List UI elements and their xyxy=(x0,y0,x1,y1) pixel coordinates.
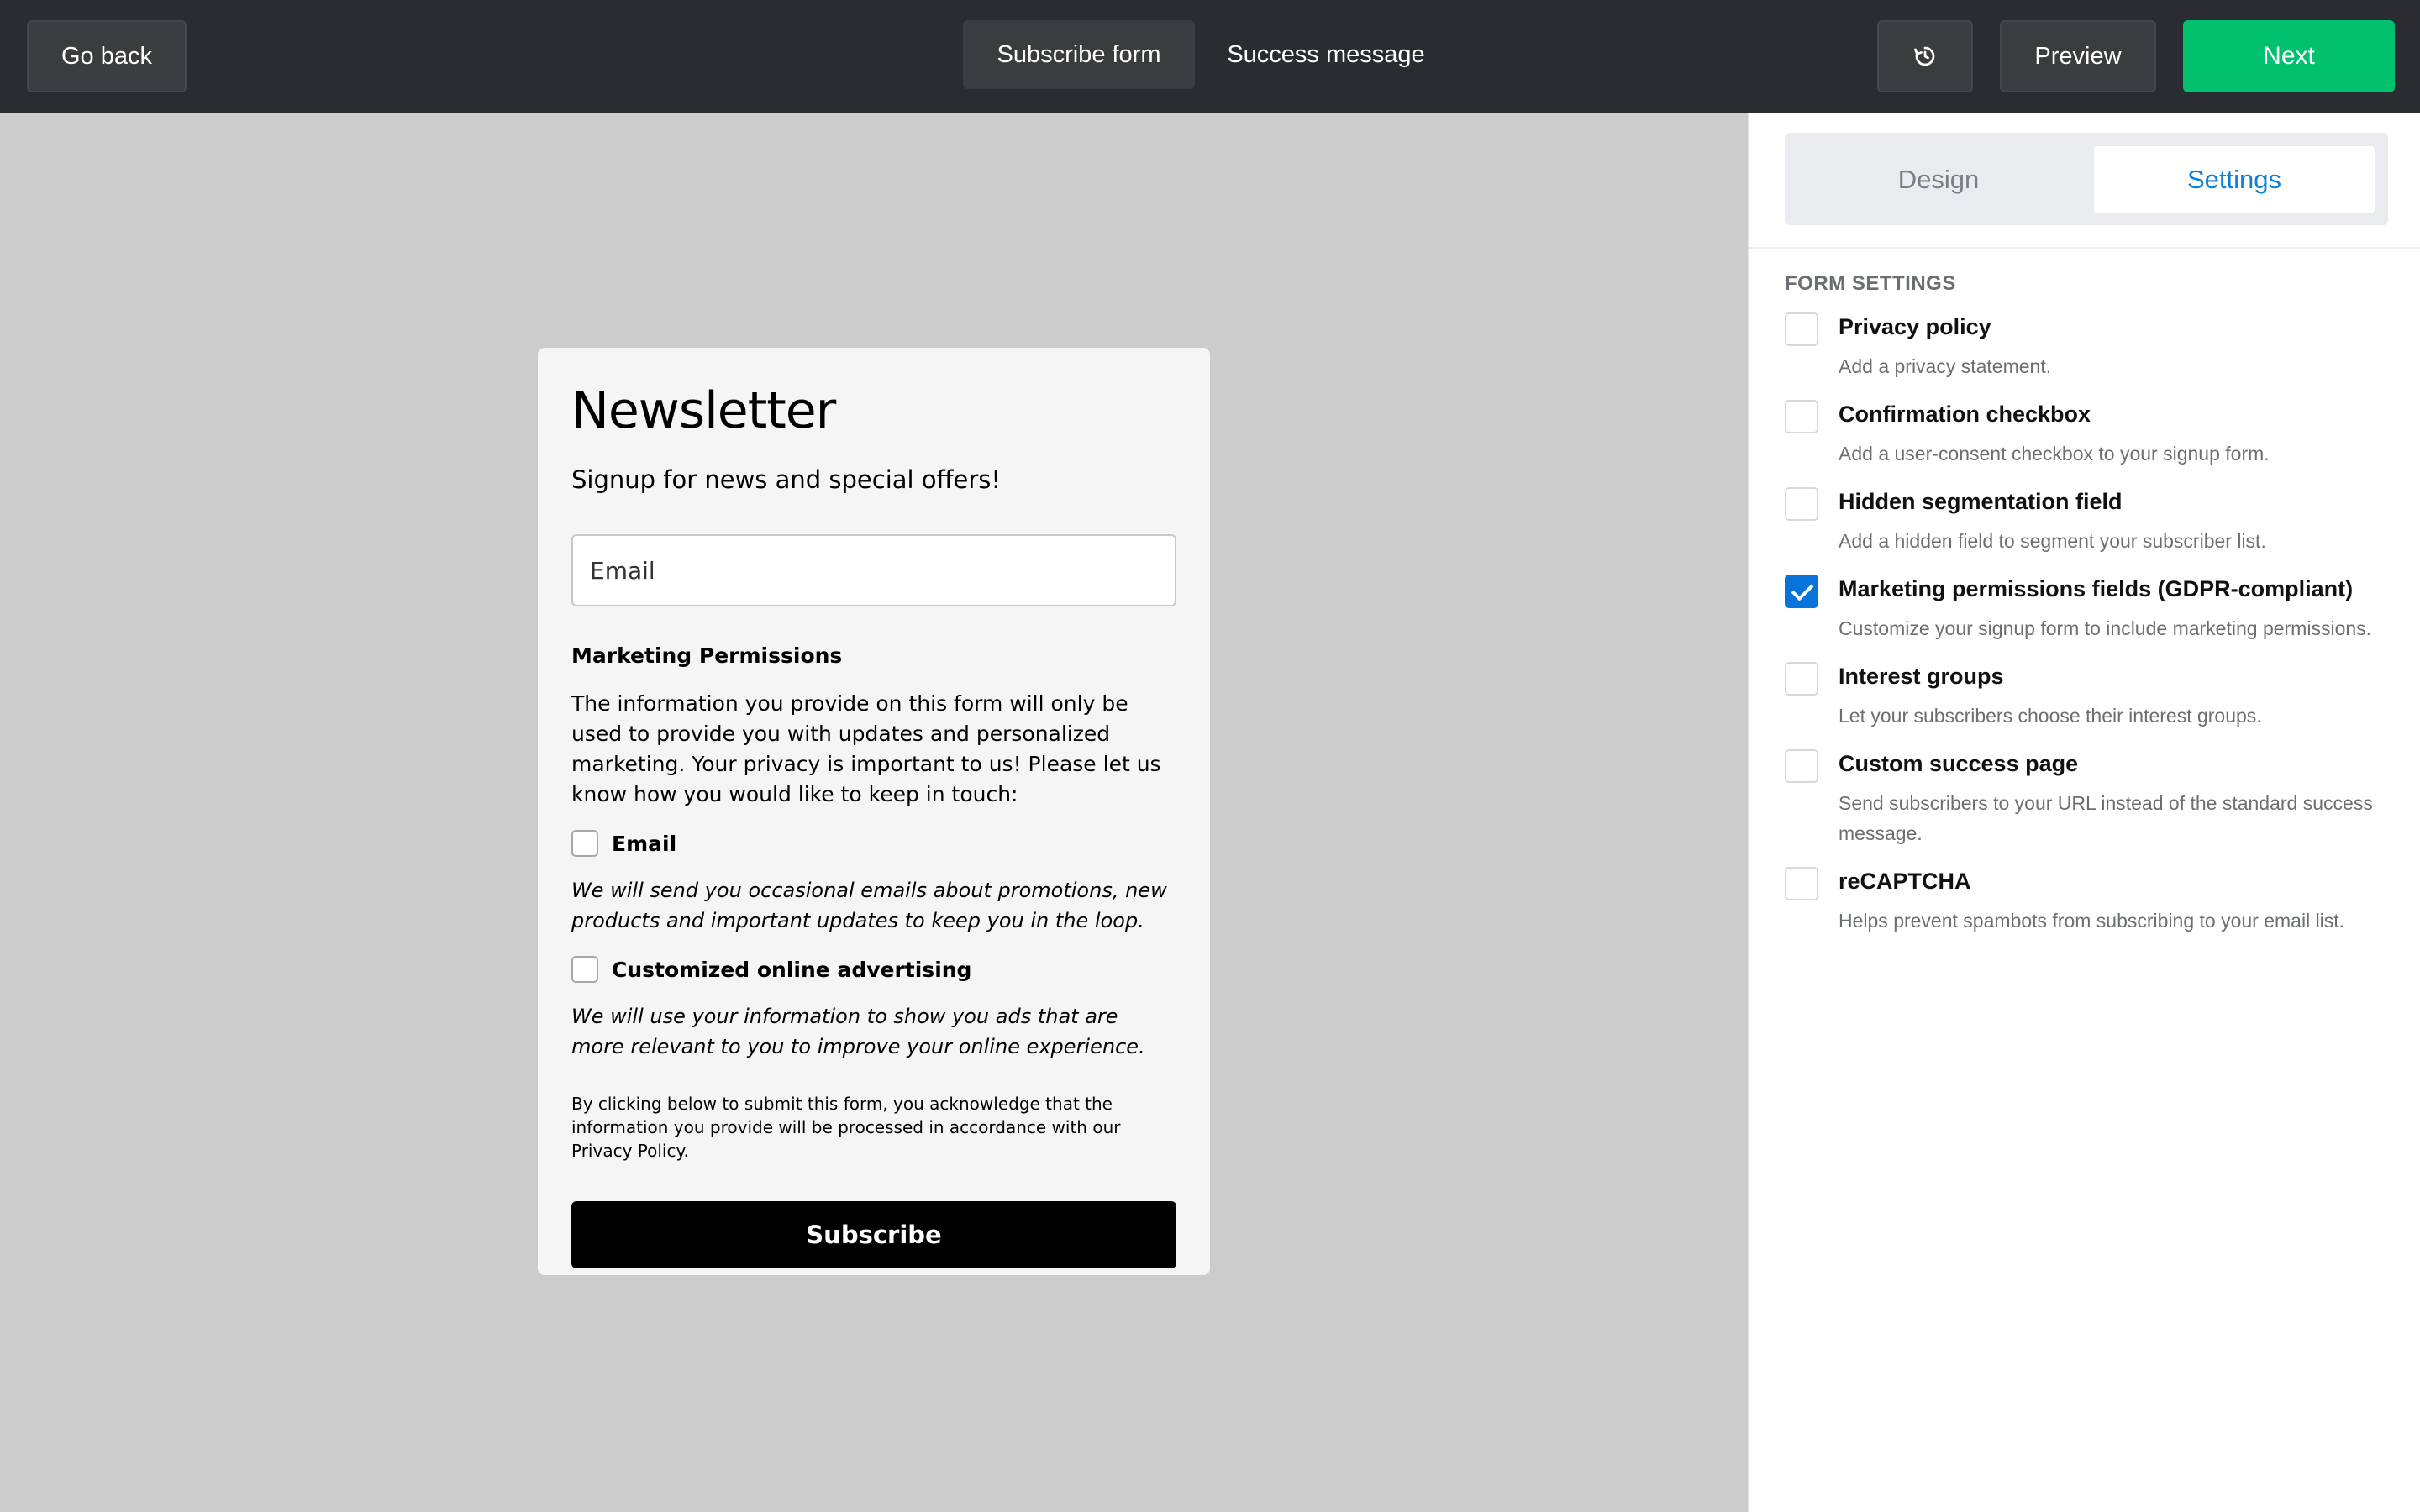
setting-label: Hidden segmentation field xyxy=(1839,489,2123,514)
permission-option-advertising[interactable] xyxy=(571,956,971,983)
setting-label: Privacy policy xyxy=(1839,314,1991,339)
setting-description: Add a privacy statement. xyxy=(1839,355,2052,377)
setting-description: Add a user-consent checkbox to your signup form. xyxy=(1839,443,2270,465)
setting-label: Interest groups xyxy=(1839,664,2004,689)
setting-description: Let your subscribers choose their interest groups. xyxy=(1839,705,2262,727)
setting-label: Custom success page xyxy=(1839,751,2079,776)
tab-settings[interactable]: Settings xyxy=(2094,146,2375,213)
top-bar xyxy=(0,0,2420,113)
email-permission-label: Email xyxy=(612,831,677,856)
email-permission-checkbox[interactable] xyxy=(571,830,598,857)
setting-description: Customize your signup form to include marketing permissions. xyxy=(1839,617,2372,639)
recaptcha-checkbox[interactable] xyxy=(1785,867,1818,900)
advertising-permission-checkbox[interactable] xyxy=(571,956,598,983)
custom-success-page-checkbox[interactable] xyxy=(1785,749,1818,783)
interest-groups-checkbox[interactable] xyxy=(1785,662,1818,696)
setting-label: reCAPTCHA xyxy=(1839,869,1971,894)
privacy-policy-checkbox[interactable] xyxy=(1785,312,1818,346)
tab-subscribe-form[interactable]: Subscribe form xyxy=(963,20,1195,89)
form-canvas xyxy=(0,113,1748,1512)
form-settings-heading: FORM SETTINGS xyxy=(1785,272,1956,295)
tab-design[interactable]: Design xyxy=(1897,165,1980,194)
design-settings-toggle xyxy=(1785,133,2388,225)
legal-notice: By clicking below to submit this form, you acknowledge that the information you provide will be processed in accordance with our Privacy Policy. xyxy=(571,1094,1121,1161)
form-title: Newsletter xyxy=(571,381,836,440)
marketing-permissions-text: The information you provide on this form will only be used to provide you with updates and personalized marketing. Your privacy is important to us! Please let us know how you would like to keep in touch: xyxy=(571,691,1161,806)
setting-description: Helps prevent spambots from subscribing to your email list. xyxy=(1839,910,2345,932)
next-button[interactable]: Next xyxy=(2183,20,2395,92)
setting-label: Confirmation checkbox xyxy=(1839,402,2091,427)
confirmation-checkbox-checkbox[interactable] xyxy=(1785,400,1818,433)
email-input[interactable]: Email xyxy=(571,534,1176,606)
advertising-permission-label: Customized online advertising xyxy=(612,957,972,982)
form-subtitle: Signup for news and special offers! xyxy=(571,465,1002,494)
panel-divider xyxy=(1749,247,2420,249)
advertising-permission-description: We will use your information to show you ads that are more relevant to you to improve your online experience. xyxy=(571,1005,1145,1058)
go-back-button[interactable]: Go back xyxy=(27,20,187,92)
permission-option-email[interactable] xyxy=(571,830,676,857)
history-button[interactable] xyxy=(1877,20,1973,92)
subscribe-button[interactable]: Subscribe xyxy=(571,1201,1176,1268)
preview-button[interactable]: Preview xyxy=(2000,20,2156,92)
setting-label: Marketing permissions fields (GDPR-compliant) xyxy=(1839,576,2354,601)
setting-description: Send subscribers to your URL instead of the standard success message. xyxy=(1839,792,2373,844)
marketing-permissions-checkbox[interactable] xyxy=(1785,575,1818,608)
history-icon xyxy=(1912,44,1938,69)
settings-panel xyxy=(1748,113,2420,1512)
hidden-segmentation-checkbox[interactable] xyxy=(1785,487,1818,521)
email-permission-description: We will send you occasional emails about promotions, new products and important updates to keep you in the loop. xyxy=(571,879,1167,932)
tab-success-message[interactable]: Success message xyxy=(1227,40,1425,68)
marketing-permissions-heading: Marketing Permissions xyxy=(571,643,843,668)
signup-form-preview xyxy=(538,348,1210,1275)
setting-description: Add a hidden field to segment your subscriber list. xyxy=(1839,530,2266,552)
